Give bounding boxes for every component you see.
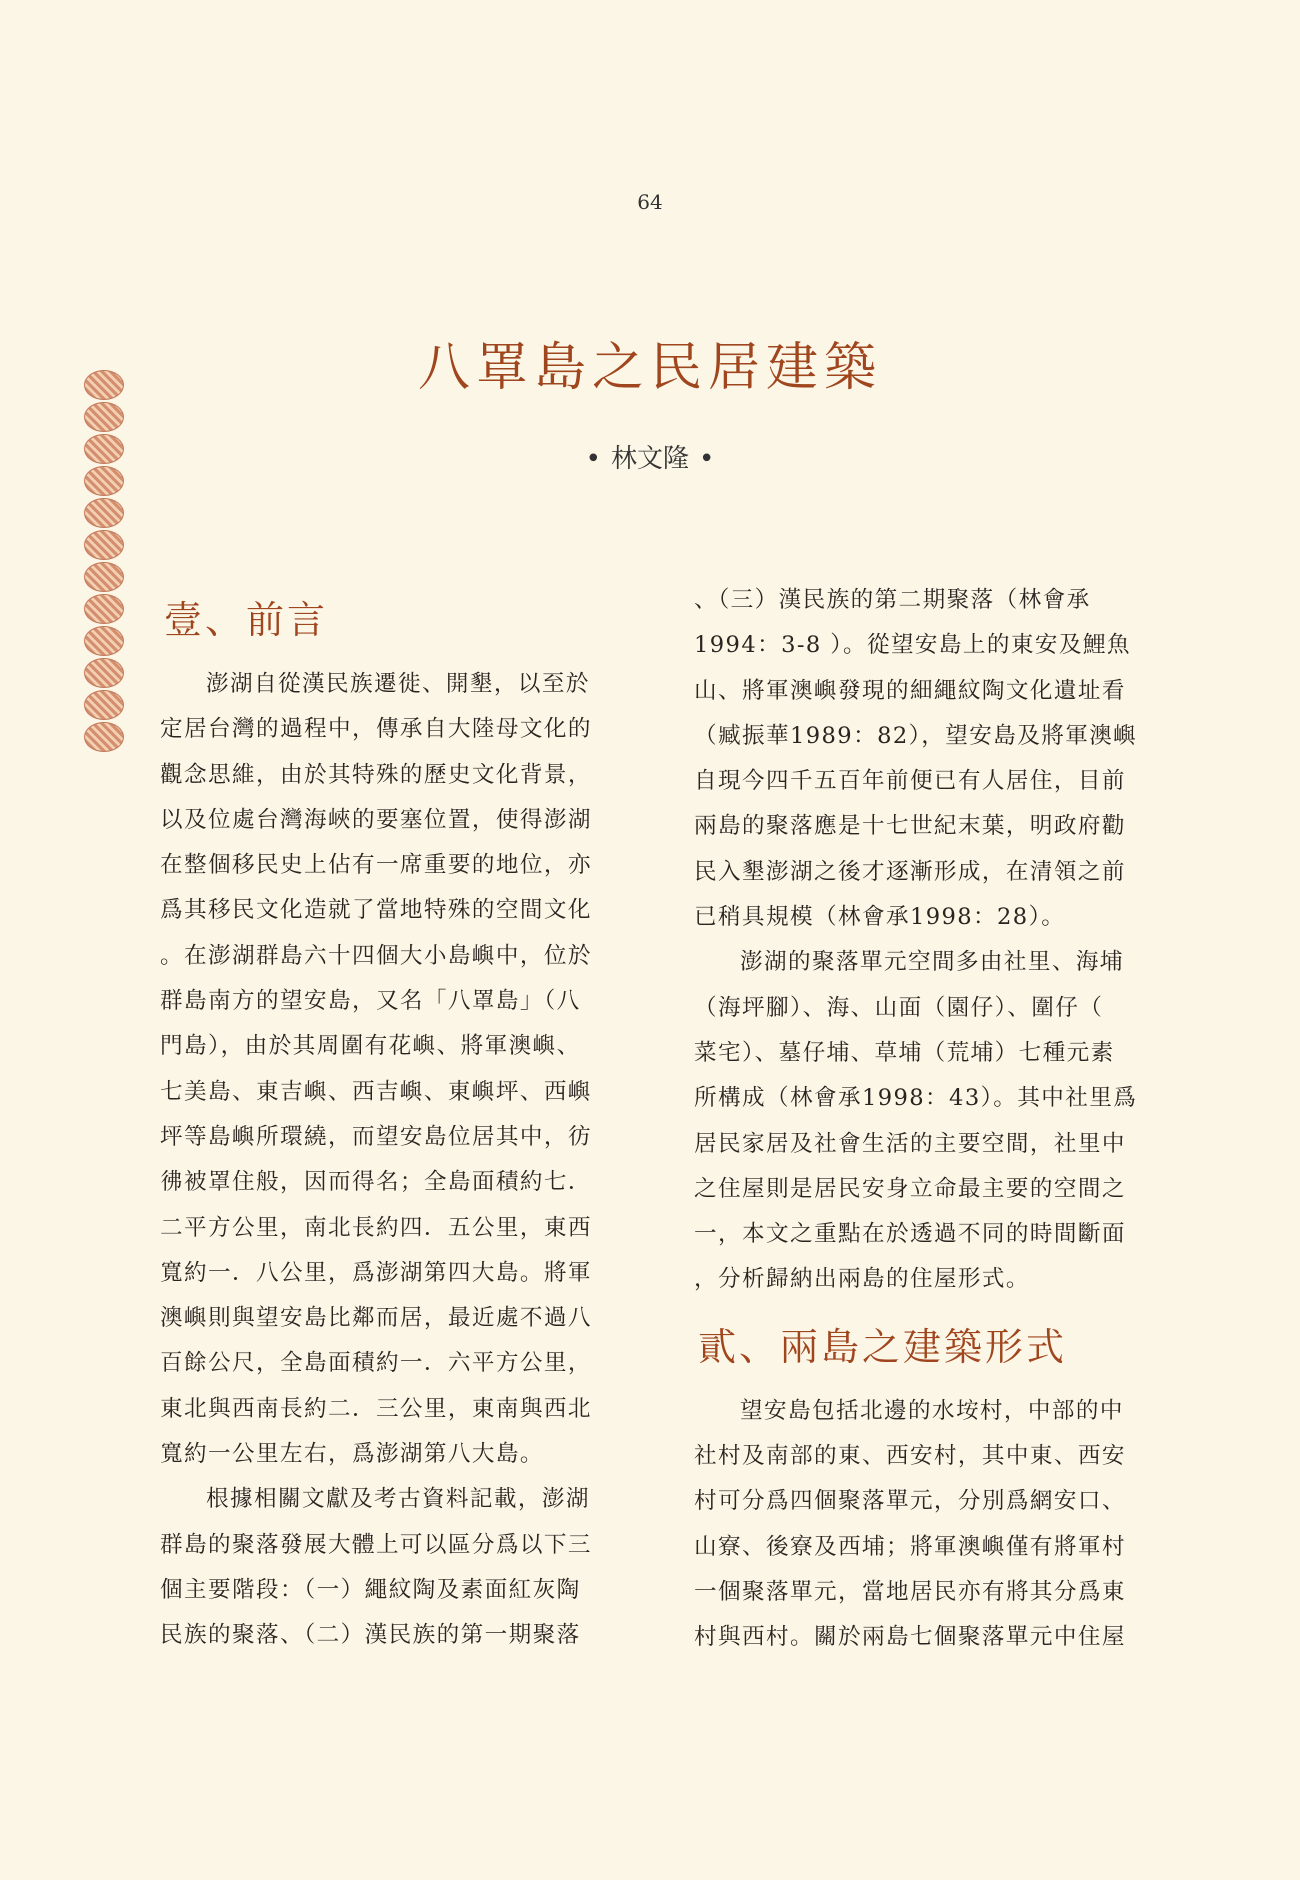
text-line: 彿被罩住般，因而得名；全島面積約七．	[160, 1169, 592, 1196]
ornament-bead	[84, 594, 124, 624]
ornament-bead	[84, 562, 124, 592]
text-line: 村可分爲四個聚落單元，分別爲網安口、	[694, 1488, 1126, 1515]
text-line: 澳嶼則與望安島比鄰而居，最近處不過八	[160, 1305, 592, 1332]
right-column-body-2	[694, 1389, 1146, 1661]
text-line: 根據相關文獻及考古資料記載，澎湖	[206, 1486, 590, 1513]
text-line: 自現今四千五百年前便已有人居住，目前	[694, 768, 1126, 795]
text-line: 七美島、東吉嶼、西吉嶼、東嶼坪、西嶼	[160, 1078, 592, 1105]
text-line: 1994：3-8 ）。從望安島上的東安及鯉魚	[694, 632, 1131, 659]
ornament-bead	[84, 402, 124, 432]
ornament-bead	[84, 466, 124, 496]
ornament-bead	[84, 530, 124, 560]
text-line: 東北與西南長約二．三公里，東南與西北	[160, 1395, 592, 1422]
text-line: 社村及南部的東、西安村，其中東、西安	[694, 1443, 1126, 1470]
text-line: 已稍具規模（林會承1998：28）。	[694, 904, 1066, 931]
text-line: 菜宅）、墓仔埔、草埔（荒埔）七種元素	[694, 1039, 1115, 1066]
text-line: 爲其移民文化造就了當地特殊的空間文化	[160, 897, 592, 924]
text-line: 群島的聚落發展大體上可以區分爲以下三	[160, 1531, 592, 1558]
text-line: 一，本文之重點在於透過不同的時間斷面	[694, 1221, 1126, 1248]
right-column	[694, 578, 1146, 1661]
text-line: 望安島包括北邊的水垵村，中部的中	[740, 1397, 1124, 1424]
ornament-bead	[84, 658, 124, 688]
author-name: 林文隆	[610, 444, 689, 474]
text-line: 居民家居及社會生活的主要空間，社里中	[694, 1130, 1126, 1157]
section-heading-1: 壹、前言	[164, 598, 329, 642]
text-line: 定居台灣的過程中，傳承自大陸母文化的	[160, 716, 592, 743]
left-column-body	[160, 662, 612, 1659]
ornament-bead	[84, 722, 124, 752]
text-line: 在整個移民史上佔有一席重要的地位，亦	[160, 852, 592, 879]
text-line: 坪等島嶼所環繞，而望安島位居其中，彷	[160, 1123, 592, 1150]
text-line: 寬約一．八公里，爲澎湖第四大島。將軍	[160, 1259, 592, 1286]
text-line: 、（三）漢民族的第二期聚落（林會承	[694, 587, 1091, 613]
author-line: • 林文隆 •	[585, 444, 715, 474]
text-line: 澎湖的聚落單元空間多由社里、海埔	[740, 949, 1124, 976]
text-line: 個主要階段：（一）繩紋陶及素面紅灰陶	[160, 1576, 581, 1603]
text-line: 所構成（林會承1998：43）。其中社里爲	[694, 1085, 1138, 1112]
bead-chain-ornament	[84, 370, 128, 754]
text-line: 兩島的聚落應是十七世紀末葉，明政府勸	[694, 813, 1126, 840]
text-line: 觀念思維，由於其特殊的歷史文化背景，	[160, 761, 592, 788]
text-line: 門島），由於其周圍有花嶼、將軍澳嶼、	[160, 1033, 581, 1060]
text-line: （臧振華1989：82），望安島及將軍澳嶼	[694, 722, 1138, 749]
text-line: 之住屋則是居民安身立命最主要的空間之	[694, 1175, 1126, 1202]
text-line: 二平方公里，南北長約四．五公里，東西	[160, 1214, 592, 1241]
ornament-bead	[84, 690, 124, 720]
right-column-body-1	[694, 578, 1146, 1303]
text-line: 山寮、後寮及西埔；將軍澳嶼僅有將軍村	[694, 1533, 1126, 1560]
article-title: 八罩島之民居建築	[417, 337, 882, 398]
text-line: 一個聚落單元，當地居民亦有將其分爲東	[694, 1578, 1126, 1605]
text-line: 村與西村。關於兩島七個聚落單元中住屋	[694, 1624, 1126, 1651]
ornament-bead	[84, 370, 124, 400]
text-line: 民族的聚落、（二）漢民族的第一期聚落	[160, 1622, 581, 1649]
page-number: 64	[637, 190, 663, 214]
ornament-bead	[84, 498, 124, 528]
text-line: 澎湖自從漢民族遷徙、開墾，以至於	[206, 671, 590, 697]
section-heading-2: 貳、兩島之建築形式	[698, 1324, 1068, 1369]
text-line: 民入墾澎湖之後才逐漸形成，在清領之前	[694, 858, 1126, 885]
left-column	[160, 590, 612, 1659]
text-line: 以及位處台灣海峽的要塞位置，使得澎湖	[160, 806, 592, 833]
text-line: 寬約一公里左右，爲澎湖第八大島。	[160, 1441, 544, 1468]
text-line: 。在澎湖群島六十四個大小島嶼中，位於	[160, 942, 592, 969]
text-line: （海坪腳）、海、山面（園仔）、圍仔（	[694, 994, 1104, 1021]
text-line: 山、將軍澳嶼發現的細繩紋陶文化遺址看	[694, 677, 1126, 704]
text-line: ，分析歸納出兩島的住屋形式。	[694, 1266, 1030, 1293]
ornament-bead	[84, 434, 124, 464]
text-line: 百餘公尺，全島面積約一．六平方公里，	[160, 1350, 592, 1377]
text-line: 群島南方的望安島，又名「八罩島」（八	[160, 988, 581, 1015]
ornament-bead	[84, 626, 124, 656]
